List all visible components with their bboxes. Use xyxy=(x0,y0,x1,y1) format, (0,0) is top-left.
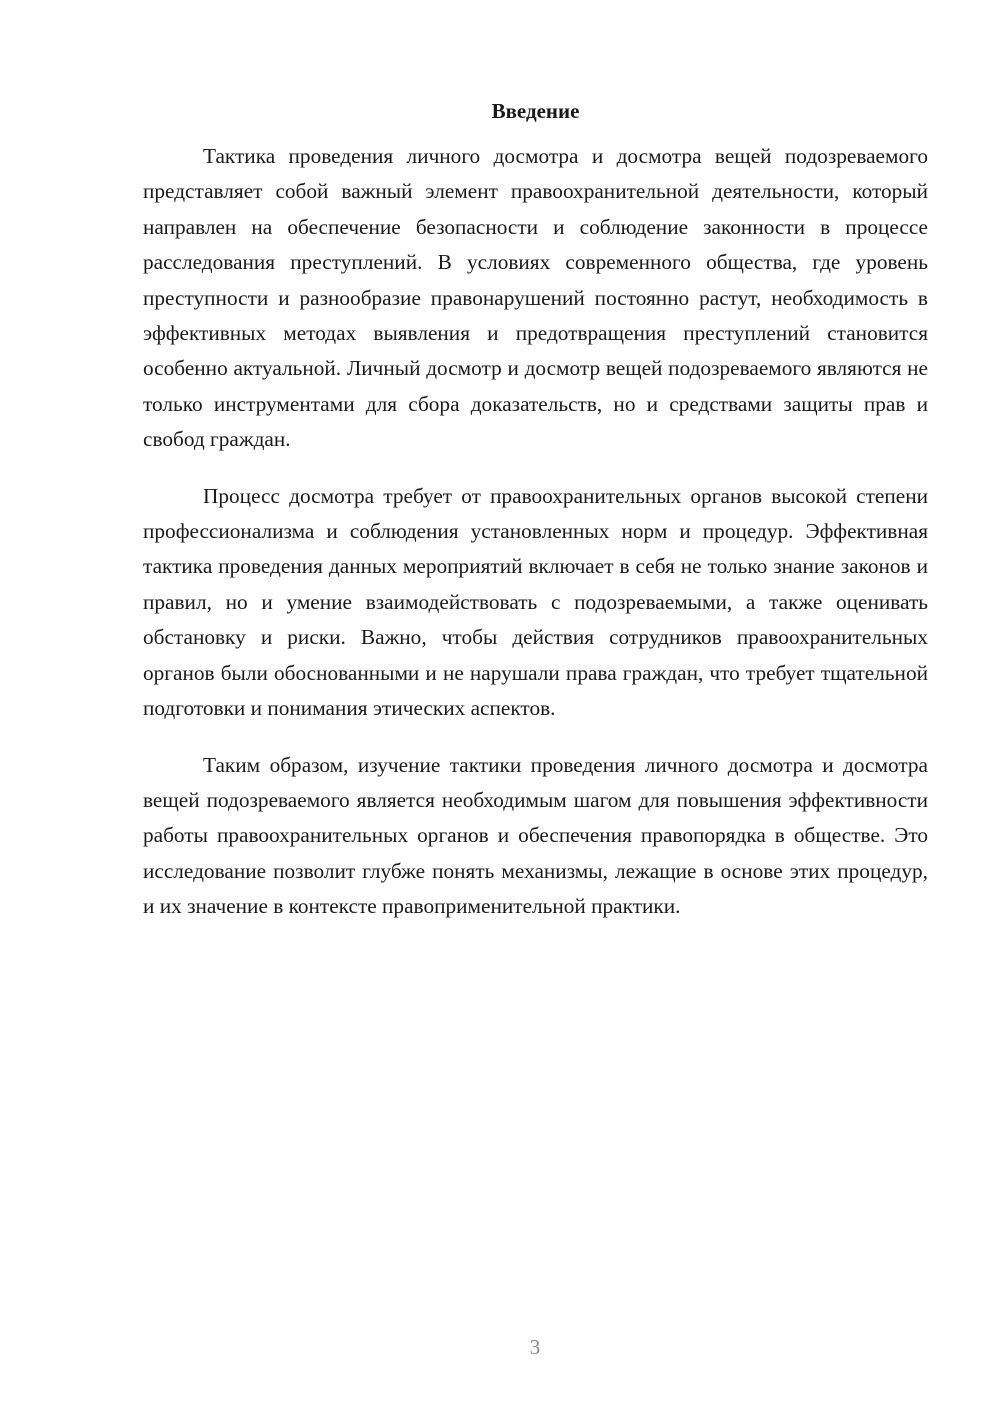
paragraph-1: Тактика проведения личного досмотра и досмотра вещей подозреваемого представляет собой важный элемент правоохранительной деятельности, который направлен на обеспечение безопасности и соблюдение законности в процессе расследования преступлений. В условиях современного общества, где уровень преступности и разнообразие правонарушений постоянно растут, необходимость в эффективных методах выявления и предотвращения преступлений становится особенно актуальной. Личный досмотр и досмотр вещей подозреваемого являются не только инструментами для сбора доказательств, но и средствами защиты прав и свобод граждан. xyxy=(143,144,928,452)
page-number: 3 xyxy=(529,1335,541,1359)
section-title: Введение xyxy=(491,99,580,123)
paragraph-2: Процесс досмотра требует от правоохранительных органов высокой степени профессионализма и соблюдения установленных норм и процедур. Эффективная тактика проведения данных мероприятий включает в себя не только знание законов и правил, но и умение взаимодействовать с подозреваемыми, а также оценивать обстановку и риски. Важно, чтобы действия сотрудников правоохранительных органов были обоснованными и не нарушали права граждан, что требует тщательной подготовки и понимания этических аспектов. xyxy=(143,483,928,721)
page-content xyxy=(143,96,928,946)
paragraph-3: Таким образом, изучение тактики проведения личного досмотра и досмотра вещей подозреваемого является необходимым шагом для повышения эффективности работы правоохранительных органов и обеспечения правопорядка в обществе. Это исследование позволит глубже понять механизмы, лежащие в основе этих процедур, и их значение в контексте правоприменительной практики. xyxy=(143,752,928,919)
